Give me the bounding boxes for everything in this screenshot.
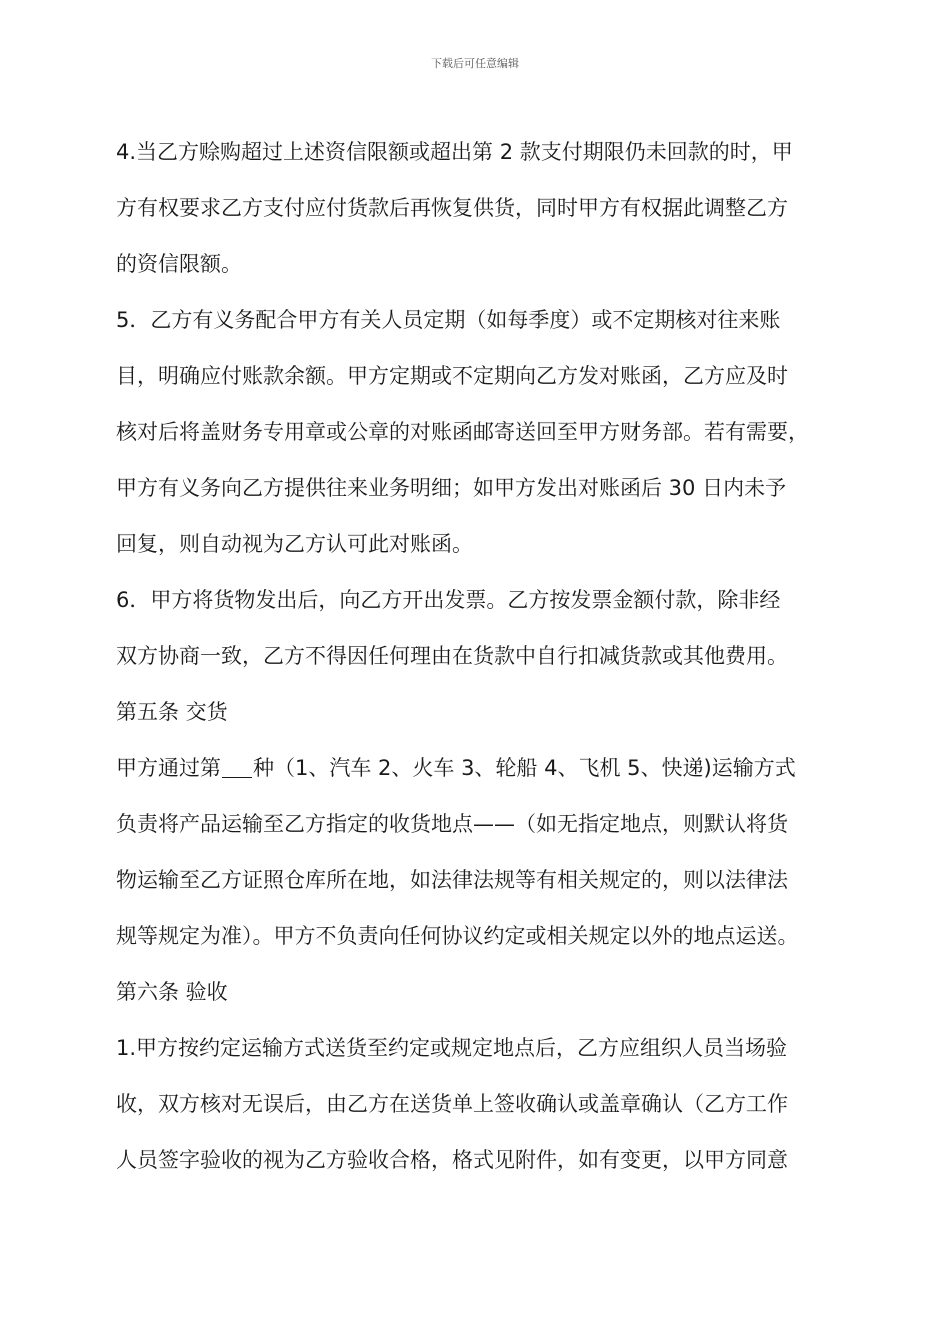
section-heading-delivery: 第五条 交货 (116, 700, 228, 724)
text-line: 收，双方核对无误后，由乙方在送货单上签收确认或盖章确认（乙方工作 (116, 1092, 788, 1116)
text-line: 规等规定为准）。甲方不负责向任何协议约定或相关规定以外的地点运送。 (116, 924, 799, 948)
section-heading-acceptance: 第六条 验收 (116, 980, 228, 1004)
transport-text-after: 种（1、汽车 2、火车 3、轮船 4、飞机 5、快递)运输方式 (253, 756, 796, 780)
transport-method-line (116, 740, 876, 796)
text-line: 5．乙方有义务配合甲方有关人员定期（如每季度）或不定期核对往来账 (116, 308, 781, 332)
text-line: 双方协商一致，乙方不得因任何理由在货款中自行扣减货款或其他费用。 (116, 644, 788, 668)
text-line: 物运输至乙方证照仓库所在地，如法律法规等有相关规定的，则以法律法 (116, 868, 788, 892)
text-line: 目，明确应付账款余额。甲方定期或不定期向乙方发对账函，乙方应及时 (116, 364, 788, 388)
text-line: 6．甲方将货物发出后，向乙方开出发票。乙方按发票金额付款，除非经 (116, 588, 781, 612)
text-line: 负责将产品运输至乙方指定的收货地点——（如无指定地点，则默认将货 (116, 812, 788, 836)
transport-text-before: 甲方通过第 (116, 756, 221, 780)
text-line: 核对后将盖财务专用章或公章的对账函邮寄送回至甲方财务部。若有需要， (116, 420, 809, 444)
text-line: 人员签字验收的视为乙方验收合格，格式见附件，如有变更，以甲方同意 (116, 1148, 788, 1172)
text-line: 回复，则自动视为乙方认可此对账函。 (116, 532, 473, 556)
fill-in-blank (222, 757, 252, 778)
text-line: 方有权要求乙方支付应付货款后再恢复供货，同时甲方有权据此调整乙方 (116, 196, 788, 220)
document-body (116, 124, 876, 1188)
text-line: 甲方有义务向乙方提供往来业务明细；如甲方发出对账函后 30 日内未予 (116, 476, 787, 500)
page-header: 下载后可任意编辑 (431, 57, 519, 70)
text-line: 1.甲方按约定运输方式送货至约定或规定地点后，乙方应组织人员当场验 (116, 1036, 788, 1060)
text-line: 的资信限额。 (116, 252, 242, 276)
text-line: 4.当乙方赊购超过上述资信限额或超出第 2 款支付期限仍未回款的时，甲 (116, 140, 793, 164)
